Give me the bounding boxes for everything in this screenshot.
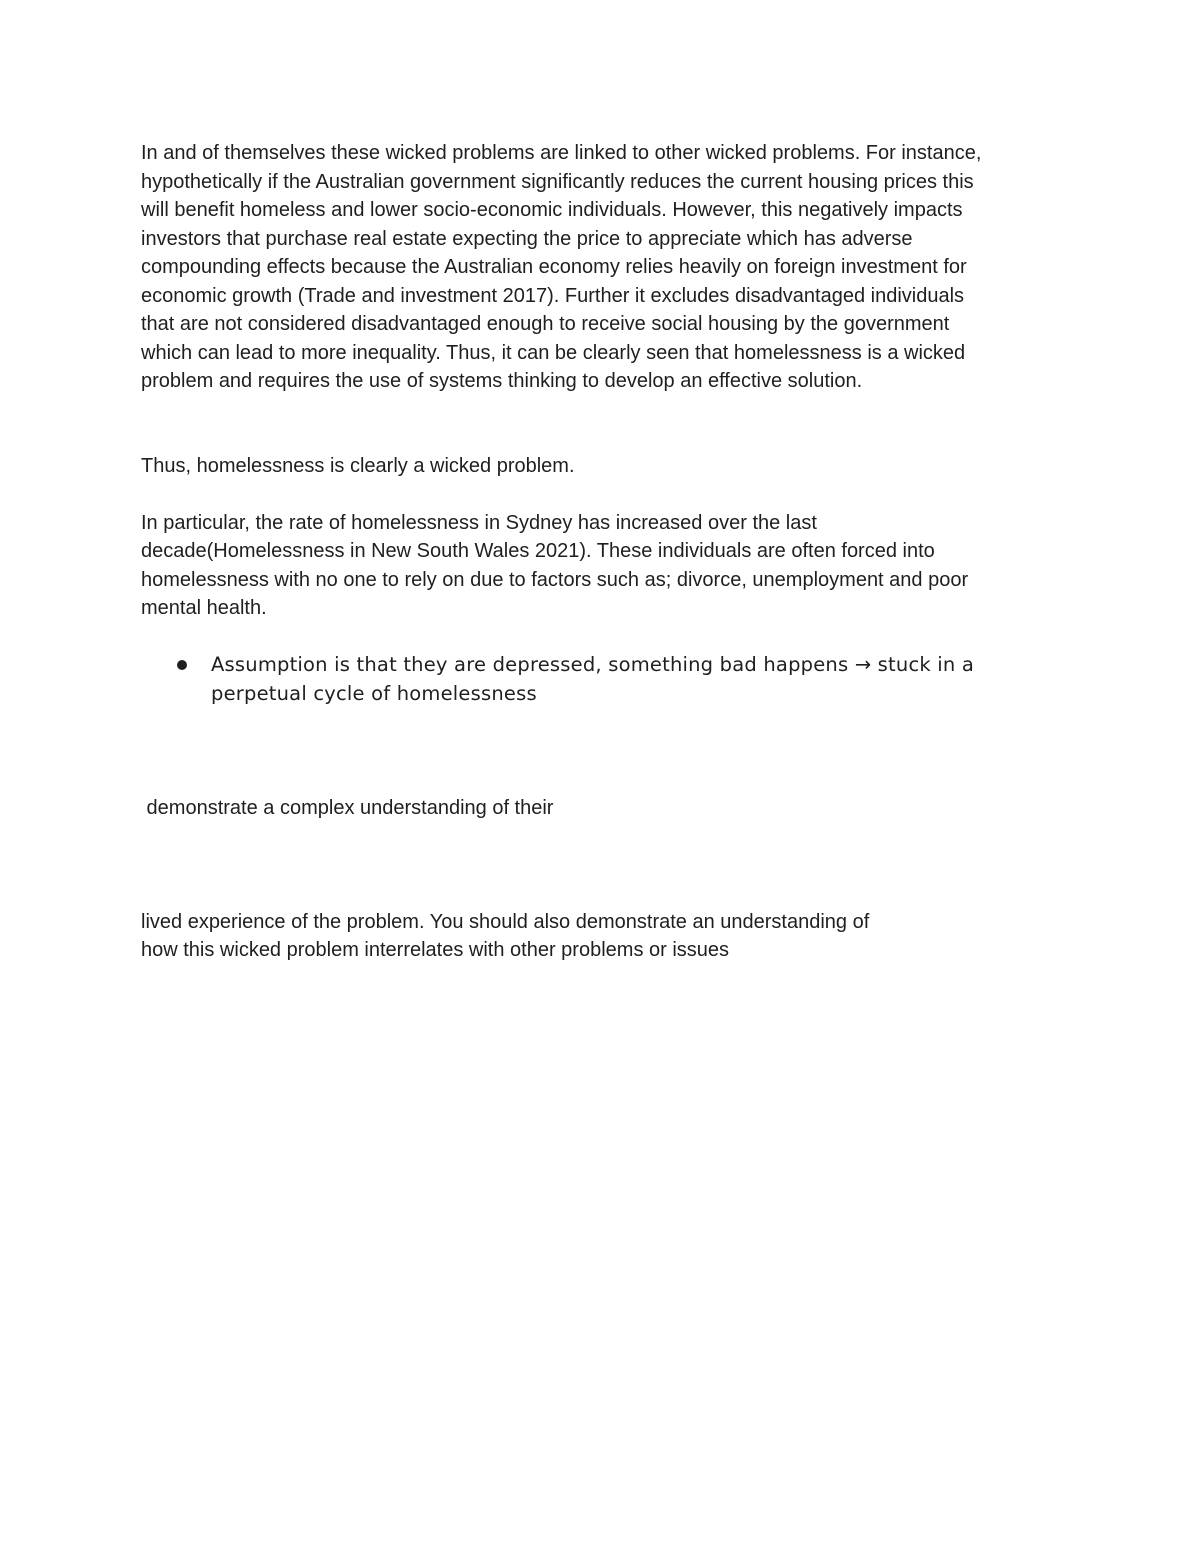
list-item <box>141 651 1051 708</box>
spacer <box>141 623 1051 652</box>
paragraph-demonstrate-understanding <box>141 737 1051 880</box>
document-body <box>141 139 1051 965</box>
text-line: which can lead to more inequality. Thus, it can be clearly seen that homelessness is a wicked <box>141 341 966 364</box>
text-line: hypothetically if the Australian government significantly reduces the current housing prices this <box>141 170 974 193</box>
text-line: economic growth (Trade and investment 2017). Further it excludes disadvantaged individuals <box>141 284 965 307</box>
text-line: how this wicked problem interrelates with other problems or issues <box>141 939 730 961</box>
text-line: In and of themselves these wicked problems are linked to other wicked problems. For instance, <box>141 142 982 164</box>
text-line: investors that purchase real estate expecting the price to appreciate which has adverse <box>141 227 913 250</box>
paragraph-thus-homelessness <box>141 452 1051 481</box>
paragraph-wicked-problems-linked <box>141 139 1051 396</box>
text-line: problem and requires the use of systems thinking to develop an effective solution. <box>141 370 863 392</box>
text-line: mental health. <box>141 597 267 619</box>
text-line: decade(Homelessness in New South Wales 2021). These individuals are often forced into <box>141 540 935 562</box>
text-line: will benefit homeless and lower socio-economic individuals. However, this negatively impacts <box>141 199 963 221</box>
text-line: In particular, the rate of homelessness in Sydney has increased over the last <box>141 511 817 534</box>
text-line: lived experience of the problem. You should also demonstrate an understanding of <box>141 910 870 933</box>
bullet-list <box>141 651 1051 708</box>
text-line: compounding effects because the Australian economy relies heavily on foreign investment for <box>141 256 967 278</box>
spacer <box>141 879 1051 908</box>
paragraph-lived-experience <box>141 908 1051 965</box>
text-line: Thus, homelessness is clearly a wicked problem. <box>141 454 575 477</box>
text-line: demonstrate a complex understanding of their <box>141 796 554 819</box>
spacer <box>141 396 1051 452</box>
text-line: Assumption is that they are depressed, something bad happens → stuck in a <box>211 653 974 676</box>
text-line: homelessness with no one to rely on due to factors such as; divorce, unemployment and poor <box>141 568 969 591</box>
spacer <box>141 708 1051 737</box>
text-line: that are not considered disadvantaged enough to receive social housing by the government <box>141 313 950 335</box>
text-line: perpetual cycle of homelessness <box>211 681 537 705</box>
paragraph-sydney-homelessness <box>141 509 1051 623</box>
bullet-dot-icon <box>177 660 187 670</box>
spacer <box>141 480 1051 509</box>
